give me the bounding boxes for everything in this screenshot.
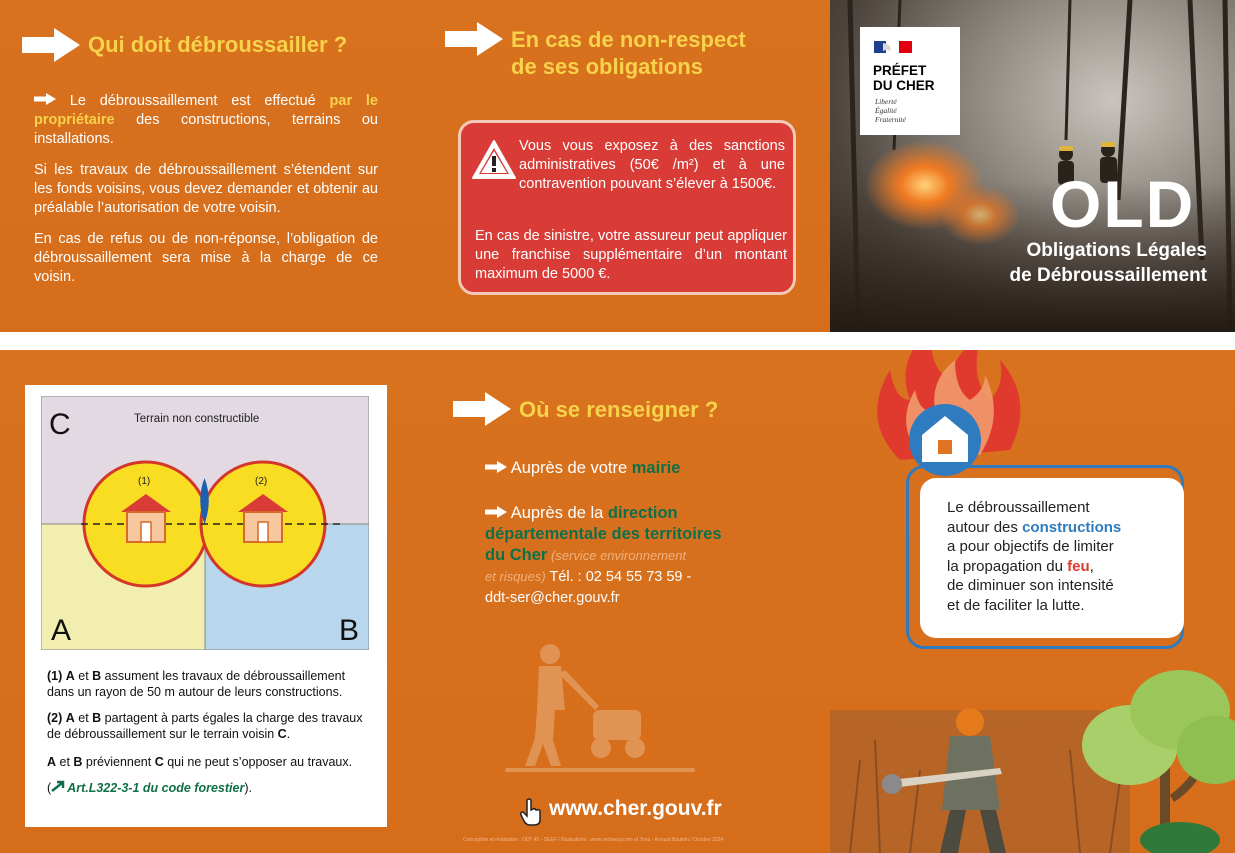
caption-b: B [92, 711, 102, 725]
text: préviennent [82, 755, 155, 769]
section-heading [511, 26, 746, 80]
text: Le débroussaillement est effectué [69, 93, 330, 109]
section-body [34, 92, 378, 299]
logo-line: DU CHER [873, 78, 935, 93]
feu-label: feu [1067, 557, 1090, 575]
arrow-right-icon [34, 93, 56, 105]
service-note: (service environnement [547, 548, 687, 563]
info-box [920, 478, 1184, 638]
caption-b: B [92, 669, 102, 683]
logo-text [873, 63, 935, 93]
panel-who [0, 0, 415, 332]
website-link[interactable]: www.cher.gouv.fr [549, 797, 722, 820]
panel-info [415, 350, 830, 853]
link-arrow-icon [51, 780, 67, 792]
heading-line: de ses obligations [511, 54, 703, 79]
zone-c-description: Terrain non constructible [134, 413, 260, 425]
section-heading: Qui doit débroussailler ? [88, 32, 348, 57]
caption-3 [47, 754, 377, 770]
hand-pointer-icon [519, 798, 543, 826]
text: , [1089, 557, 1094, 575]
text: partagent à parts égales la charge des travaux de débroussaillement sur le terrain voisin [47, 711, 363, 741]
list-line [485, 566, 795, 588]
motto-line: Liberté [875, 97, 897, 106]
text: et [74, 669, 93, 683]
text-line [947, 518, 1167, 538]
text: la propagation du [947, 557, 1068, 575]
house-fire-icon [860, 350, 1030, 480]
text: et [56, 755, 74, 769]
caption-c: C [154, 755, 164, 769]
caption-number: (1) [47, 669, 63, 683]
ddt-label: direction [607, 504, 678, 522]
text-line: et de faciliter la lutte. [947, 596, 1085, 614]
zone-c-label: C [49, 408, 71, 441]
subtitle-line: Obligations Légales [1026, 240, 1207, 261]
paragraph: En cas de refus ou de non-réponse, l’obligation de débroussaillement sera mise à la charge de ce voisin. [34, 231, 378, 285]
text: ). [244, 781, 252, 795]
zone-a-label: A [51, 614, 72, 647]
warning-icon [471, 139, 517, 181]
caption-b: B [73, 755, 83, 769]
text: ( [47, 781, 52, 795]
plot-diagram [41, 396, 369, 650]
legal-reference [47, 780, 367, 796]
paragraph: Si les travaux de débroussaillement s’étendent sur les fonds voisins, vous devez demander et obtenir au préalable l’autorisation de votre voisin. [34, 162, 378, 216]
caption-1 [47, 668, 371, 700]
arrow-right-icon [485, 461, 507, 473]
subtitle-line: de Débroussaillement [1009, 265, 1207, 286]
house-2-label: (2) [255, 476, 268, 487]
constructions-label: constructions [1022, 518, 1122, 536]
text: assument les travaux de débroussaillement dans un rayon de 50 m autour de leurs constructions. [47, 669, 346, 699]
list-item-mairie [485, 458, 680, 479]
marianne-flag-icon [874, 41, 912, 53]
caption-a: A [65, 711, 75, 725]
text: . [286, 727, 291, 741]
fold-divider [0, 332, 1235, 350]
list-item-ddt [485, 503, 795, 609]
phone-number: Tél. : 02 54 55 73 59 - [545, 569, 692, 585]
motto-line: Égalité [875, 106, 897, 115]
objectives-text [947, 498, 1167, 615]
list-line [485, 503, 795, 524]
text-line: a pour objectifs de limiter [947, 538, 1114, 555]
mairie-label: mairie [631, 459, 681, 477]
ddt-label: départementale des territoires [485, 525, 722, 543]
text-line [947, 557, 1167, 577]
prefet-logo [860, 27, 960, 135]
text-line: de diminuer son intensité [947, 577, 1114, 594]
text: Auprès de votre [510, 459, 632, 477]
logo-line: PRÉFET [873, 63, 927, 78]
motto-line: Fraternité [875, 115, 906, 124]
text: Auprès de la [510, 504, 608, 522]
caption-a: A [65, 669, 75, 683]
email-address[interactable]: ddt-ser@cher.gouv.fr [485, 590, 620, 606]
insurance-text: En cas de sinistre, votre assureur peut appliquer une franchise supplémentaire d’un montant maximum de 5000 €. [475, 228, 787, 282]
highlight-owner: par le propriétaire [34, 93, 378, 128]
text: des constructions, terrains ou installations. [34, 112, 378, 147]
house-1-label: (1) [138, 476, 151, 487]
heading-line: En cas de non-respect [511, 27, 746, 52]
cover-title: OLD [1050, 167, 1196, 241]
diagram-card [25, 385, 387, 827]
caption-c: C [277, 727, 287, 741]
warning-box [458, 120, 796, 295]
text: qui ne peut s’opposer au travaux. [163, 755, 353, 769]
cover-subtitle [1010, 238, 1207, 288]
paragraph [34, 92, 378, 149]
caption-number: (2) [47, 711, 63, 725]
arrow-right-icon [22, 28, 80, 62]
legal-reference-link[interactable]: Art.L322-3-1 du code forestier [67, 781, 245, 795]
service-note: et risques) [485, 569, 546, 584]
mower-illustration [495, 640, 745, 780]
panel-non-respect [415, 0, 830, 332]
ddt-label: du Cher [485, 546, 548, 564]
text: autour des [947, 518, 1023, 536]
arrow-right-icon [453, 392, 511, 426]
text-line: Le débroussaillement [947, 499, 1090, 516]
section-heading: Où se renseigner ? [519, 397, 719, 422]
brushcutter-photo [830, 670, 1235, 853]
caption-2 [47, 710, 371, 742]
cover-panel [830, 0, 1235, 332]
arrow-right-icon [445, 22, 503, 56]
logo-motto [875, 97, 906, 124]
caption-a: A [47, 755, 57, 769]
panel-diagram [0, 350, 415, 853]
zone-b-label: B [339, 614, 360, 647]
panel-objectives [830, 350, 1235, 853]
list-line [485, 545, 795, 566]
text: et [74, 711, 93, 725]
sanction-text: Vous vous exposez à des sanctions administratives (50€ /m²) et à une contravention pouvant s’élever à 1500€. [519, 138, 785, 192]
credits-text: Conception et réalisation : DDT 45 - SEEF / Illustrations : www.vecteezy.com et Tona - Arnaud Boutoin / Octobre 2024 [463, 837, 724, 843]
arrow-right-icon [485, 506, 507, 518]
